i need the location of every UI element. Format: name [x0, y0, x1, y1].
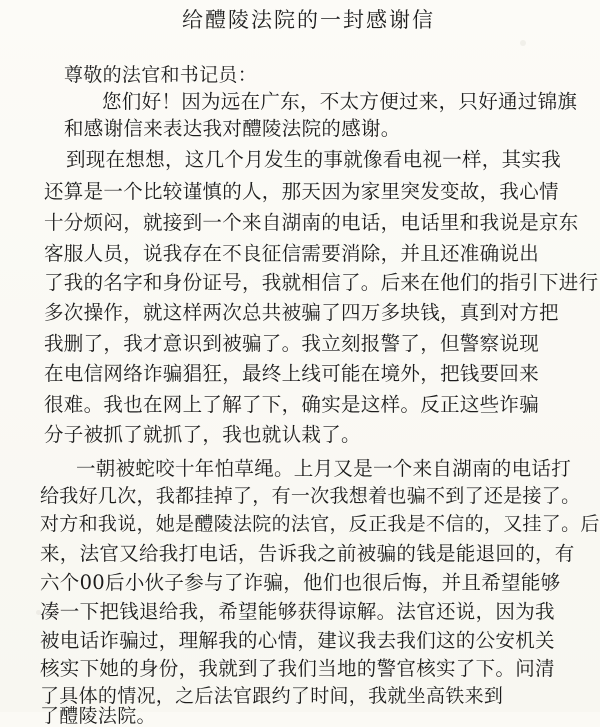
- letter-line: 六个00后小伙子参与了诈骗，他们也很后悔，并且希望能够: [40, 571, 561, 594]
- letter-salutation: 尊敬的法官和书记员：: [64, 64, 258, 86]
- letter-line: 多次操作，就这样两次总共被骗了四万多块钱，真到对方把: [44, 301, 559, 324]
- letter-title: 给醴陵法院的一封感谢信: [182, 8, 435, 32]
- letter-line: 被电话诈骗过，理解我的心情，建议我去我们这的公安机关: [40, 628, 555, 652]
- letter-line: 在电信网络诈骗猖狂，最终上线可能在境外，把钱要回来: [44, 362, 540, 385]
- letter-line: 核实下她的身份，我就到了我们当地的警官核实了下。问清: [40, 657, 555, 681]
- letter-line: 很难。我也在网上了解了下，确实是这样。反正这些诈骗: [44, 393, 540, 416]
- letter-line: 凑一下把钱退给我，希望能够获得谅解。法官还说，因为我: [40, 600, 555, 624]
- letter-line: 对方和我说，她是醴陵法院的法官，反正我是不信的，又挂了。后: [40, 513, 600, 536]
- letter-line: 分子被抓了就抓了，我也就认栽了。: [44, 423, 361, 446]
- letter-line: 十分烦闷，就接到一个来自湖南的电话，电话里和我说是京东: [44, 211, 579, 234]
- letter-line: 了具体的情况，之后法官跟约了时间，我就坐高铁来到: [40, 685, 504, 708]
- letter-line: 到现在想想，这几个月发生的事就像看电视一样，其实我: [66, 148, 562, 171]
- letter-line: 给我好几次，我都挂掉了，有一次我想着也骗不到了还是接了。: [40, 484, 581, 507]
- letter-line: 了醴陵法院。: [40, 705, 156, 727]
- letter-line: 您们好！因为远在广东，不太方便过来，只好通过锦旗: [102, 90, 578, 113]
- letter-line: 客服人员，说我存在不良征信需要消除，并且还准确说出: [44, 242, 540, 265]
- letter-line: 还算是一个比较谨慎的人，那天因为家里突发变故，我心情: [44, 180, 559, 203]
- letter-line: 一朝被蛇咬十年怕草绳。上月又是一个来自湖南的电话打: [76, 457, 572, 481]
- letter-line: 了我的名字和身份证号，我就相信了。后来在他们的指引下进行: [44, 271, 599, 294]
- letter-line: 来，法官又给我打电话，告诉我之前被骗的钱是能退回的，有: [40, 541, 575, 565]
- letter-line: 我删了，我才意识到被骗了。我立刻报警了，但警察说现: [44, 332, 540, 355]
- letter-line: 和感谢信来表达我对醴陵法院的感谢。: [64, 117, 401, 140]
